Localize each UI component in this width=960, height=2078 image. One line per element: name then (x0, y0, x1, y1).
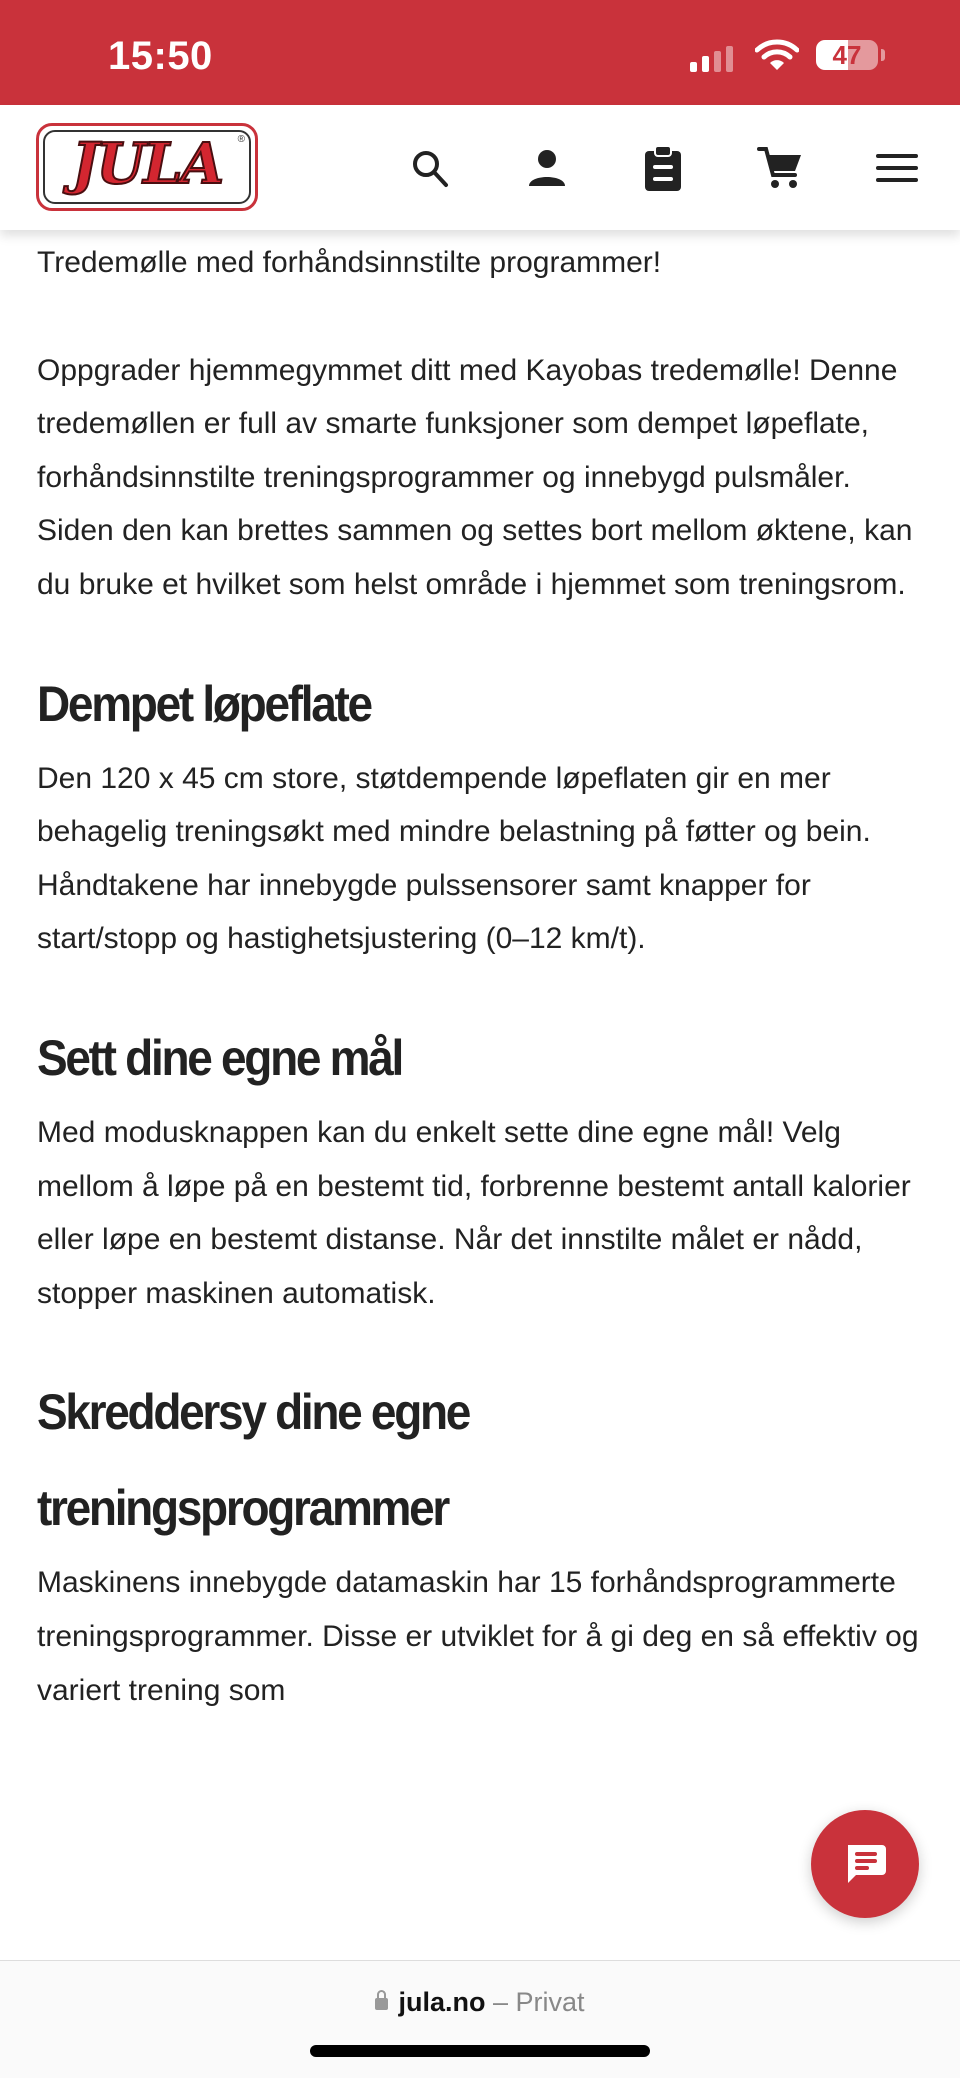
section-text: Med modusknappen kan du enkelt sette dine egne mål! Velg mellom å løpe på en bestemt tid, forbrenne bestemt antall kalorier eller løpe en bestemt distanse. Når det innstilte målet er nådd, stopper maskinen automatisk. (37, 1115, 911, 1310)
jula-logo[interactable]: JULA ® (36, 123, 258, 211)
intro-text: Tredemølle med forhåndsinnstilte programmer! (37, 246, 662, 279)
user-icon[interactable] (522, 143, 572, 193)
chat-button[interactable] (811, 1810, 919, 1918)
status-time: 15:50 (108, 34, 213, 78)
product-description (37, 230, 927, 1717)
menu-icon[interactable] (872, 143, 922, 193)
section-text: Den 120 x 45 cm store, støtdempende løpeflaten gir en mer behagelig treningsøkt med mindre belastning på føtter og bein. Håndtakene har innebygde pulssensorer samt knapper for start/stopp og hastighetsjustering (0–12 km/t). (37, 761, 871, 956)
browser-address-bar[interactable] (0, 1960, 960, 2078)
url-domain: jula.no (398, 1987, 486, 2017)
battery-icon: 47 (816, 40, 878, 70)
clipboard-icon[interactable] (638, 143, 688, 193)
lock-icon (375, 1998, 388, 2010)
description-paragraph: Oppgrader hjemmegymmet ditt med Kayobas tredemølle! Denne tredemøllen er full av smarte funksjoner som dempet løpeflate, forhåndsinnstilte treningsprogrammer og innebygd pulsmåler. Siden den kan brettes sammen og settes bort mellom øktene, kan du bruke et hvilket som helst område i hjemmet som treningsrom. (37, 353, 913, 601)
search-icon[interactable] (405, 143, 455, 193)
wifi-icon (755, 38, 799, 72)
url-display[interactable] (0, 1987, 960, 2018)
section-text: Maskinens innebygde datamaskin har 15 forhåndsprogrammerte treningsprogrammer. Disse er utviklet for å gi deg en så effektiv og variert trening som (37, 1566, 919, 1707)
section-heading: Skreddersy dine egne treningsprogrammer (37, 1384, 470, 1537)
section-heading: Sett dine egne mål (37, 1029, 403, 1086)
cart-icon[interactable] (755, 143, 805, 193)
battery-tip (881, 49, 885, 61)
site-header (0, 105, 960, 230)
status-bar (0, 0, 960, 105)
section-heading: Dempet løpeflate (37, 675, 371, 732)
signal-icon (690, 46, 733, 72)
chat-icon (842, 1841, 888, 1887)
private-mode-label: – Privat (492, 1987, 585, 2017)
home-indicator[interactable] (310, 2045, 650, 2057)
